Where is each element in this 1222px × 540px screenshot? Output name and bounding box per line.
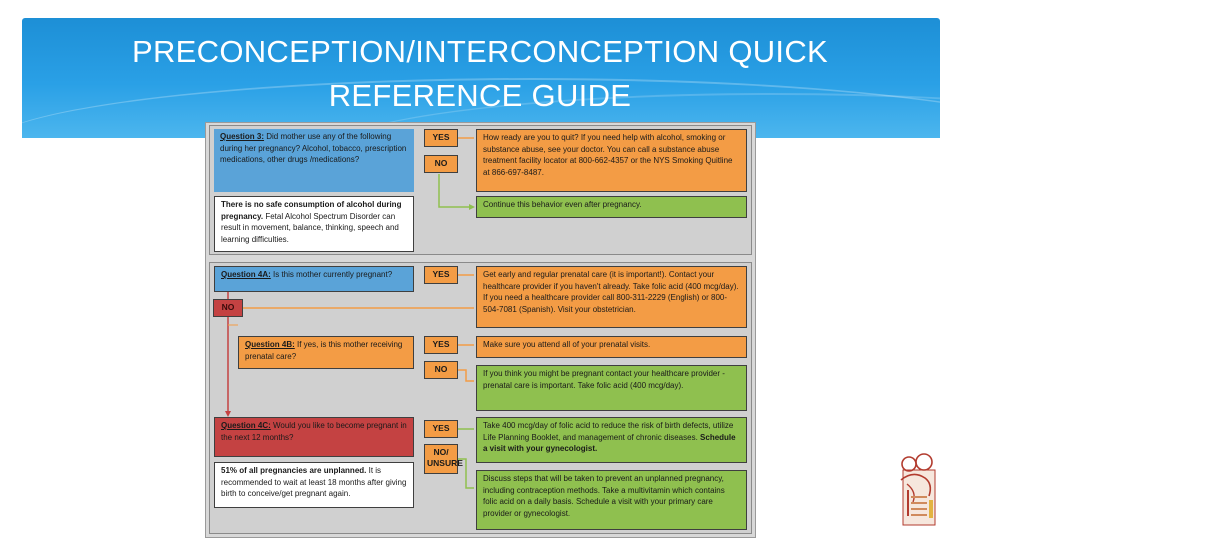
question-4b-text: If yes, is this mother receiving prenatal care? [245,340,403,361]
question-4b-no-box: NO [424,361,458,379]
question-4b-no-action: If you think you might be pregnant contact your healthcare provider - prenatal care is important. Take folic acid (400 mcg/day). [476,365,747,411]
question-4a-text: Is this mother currently pregnant? [270,270,393,279]
question-4c-yes-action-bold: Schedule a visit with your gynecologist. [483,432,736,453]
question-4a-yes-action: Get early and regular prenatal care (it is important!). Contact your healthcare provider if you haven't already. Take folic acid (400 mcg/day). If you need a healthcare provider call 800-311-2229 (English) or 800-504-7081 (Spanish). Visit your obstetrician. [476,266,747,328]
question-3-text: Did mother use any of the following during her pregnancy? Alcohol, tobacco, prescription medications, other drugs /medications? [220,132,407,164]
question-4c-no-action: Discuss steps that will be taken to prevent an unplanned pregnancy, including contraception methods. Take a multivitamin which contains folic acid on a daily basis. Schedule a visit with your primary care provider or gynecologist. [476,470,747,530]
question-4c-label: Question 4C: [221,421,271,430]
quick-reference-flowchart [205,122,756,538]
question-3-yes-action: How ready are you to quit? If you need help with alcohol, smoking or substance abuse, see your doctor. You can call a substance abuse treatment facility locator at 800-662-4357 or the NYS Smoking Quitline at 866-697-8487. [476,129,747,192]
question-4c-text: Would you like to become pregnant in the next 12 months? [221,421,407,442]
alcohol-note-bold: There is no safe consumption of alcohol during pregnancy. [221,200,402,221]
question-3-yes-box: YES [424,129,458,147]
question-3-no-action: Continue this behavior even after pregnancy. [476,196,747,218]
unplanned-note-bold: 51% of all pregnancies are unplanned. [221,466,367,475]
slide-title-line1: PRECONCEPTION/INTERCONCEPTION QUICK [132,34,828,69]
section-question-4 [209,262,752,534]
section-2-connectors [210,263,753,535]
slide-title-line2: REFERENCE GUIDE [328,78,632,113]
question-4b-label: Question 4B: [245,340,295,349]
question-3-no-box: NO [424,155,458,173]
organization-logo-icon [893,440,943,530]
slide-title [60,30,900,118]
question-4c-yes-action-text: Take 400 mcg/day of folic acid to reduce the risk of birth defects, utilize Life Planning Booklet, and management of chronic diseases. [483,421,734,442]
unplanned-note-text: It is recommended to wait at least 18 months after giving birth to conceive/get pregnant again. [221,466,407,498]
section-question-3 [209,125,752,255]
question-4a-yes-box: YES [424,266,458,284]
section-1-connectors [210,126,753,256]
question-4b-yes-action: Make sure you attend all of your prenatal visits. [476,336,747,358]
alcohol-note-text: Fetal Alcohol Spectrum Disorder can result in movement, balance, thinking, speech and learning difficulties. [221,211,399,244]
question-4a-label: Question 4A: [221,270,271,279]
question-4b-yes-box: YES [424,336,458,354]
question-3-label: Question 3: [220,132,265,141]
question-4c-no-box: NO/ UNSURE [424,444,458,474]
question-4a-no-box: NO [213,299,243,317]
question-4c-yes-box: YES [424,420,458,438]
